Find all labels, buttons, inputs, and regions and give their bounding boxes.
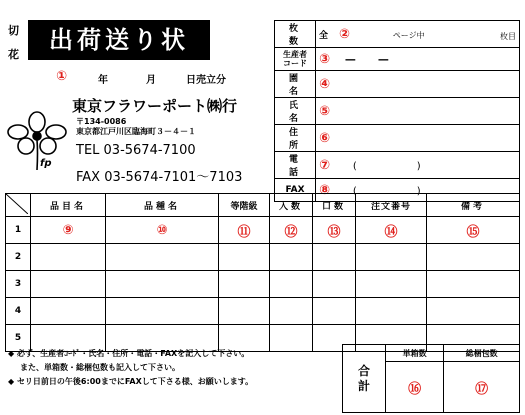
code-field[interactable] xyxy=(316,48,520,71)
name-row xyxy=(275,98,520,125)
day-sale-label: 日売立分 xyxy=(186,75,226,86)
header-item-name: 品目名 xyxy=(31,194,106,217)
header-remarks: 備考 xyxy=(427,194,520,217)
fax-label: FAX xyxy=(275,179,316,202)
code-row xyxy=(275,48,520,71)
marker-14: ⑭ xyxy=(384,224,398,240)
cell-units[interactable] xyxy=(313,244,356,271)
cell-grade[interactable] xyxy=(219,217,270,244)
header-variety: 品種名 xyxy=(106,194,219,217)
company-name: 東京フラワーポート㈱行 xyxy=(72,97,238,115)
row-number: 3 xyxy=(6,271,31,298)
cell-variety[interactable] xyxy=(106,271,219,298)
company-logo xyxy=(4,110,70,172)
items-table xyxy=(5,193,520,352)
header-grade: 等階級 xyxy=(219,194,270,217)
address-field[interactable] xyxy=(316,125,520,152)
header-quantity: 入数 xyxy=(270,194,313,217)
table-row xyxy=(6,217,520,244)
date-marker: ① xyxy=(56,69,68,84)
cell-variety[interactable] xyxy=(106,298,219,325)
phone-label: 電 話 xyxy=(275,152,316,179)
totals-label-top: 合 xyxy=(357,363,370,378)
row-number: 1 xyxy=(6,217,31,244)
form-title: 出荷送り状 xyxy=(28,20,210,60)
union-marker: ④ xyxy=(319,76,331,92)
cell-remarks[interactable] xyxy=(427,271,520,298)
union-field[interactable] xyxy=(316,71,520,98)
flower-label: 花 xyxy=(8,48,19,61)
diagonal-header-cell xyxy=(6,194,31,217)
union-label: 園 名 xyxy=(275,71,316,98)
sheets-field[interactable] xyxy=(316,21,520,48)
cell-grade[interactable] xyxy=(219,298,270,325)
month-label: 月 xyxy=(146,75,156,86)
cell-item-name[interactable] xyxy=(31,271,106,298)
table-row xyxy=(6,244,520,271)
name-marker: ⑤ xyxy=(319,103,331,119)
code-dashes: — — xyxy=(344,53,389,66)
logo-text: fp xyxy=(40,158,52,169)
total-packages-field[interactable] xyxy=(444,362,520,413)
cell-quantity[interactable] xyxy=(270,271,313,298)
header-total-packages: 総梱包数 xyxy=(444,345,520,362)
cell-units[interactable] xyxy=(313,271,356,298)
postal-code: 〒134-0086 xyxy=(76,117,127,126)
cell-quantity[interactable] xyxy=(270,244,313,271)
page-of-label: ページ中 xyxy=(392,30,425,40)
table-row xyxy=(6,271,520,298)
row-number: 5 xyxy=(6,325,31,352)
page-suffix-label: 枚目 xyxy=(500,31,516,41)
marker-9: ⑨ xyxy=(62,222,74,238)
sender-info-table xyxy=(274,20,520,202)
cell-units[interactable] xyxy=(313,298,356,325)
cell-grade[interactable] xyxy=(219,244,270,271)
phone-field[interactable] xyxy=(316,152,520,179)
cell-variety[interactable] xyxy=(106,217,219,244)
marker-11: ⑪ xyxy=(237,224,251,240)
cell-quantity[interactable] xyxy=(270,217,313,244)
code-label-line2: コード xyxy=(283,59,307,68)
fax-parens: ( ) xyxy=(352,186,421,197)
sheets-row xyxy=(275,21,520,48)
cell-remarks[interactable] xyxy=(427,244,520,271)
cell-units[interactable] xyxy=(313,217,356,244)
header-single-box: 単箱数 xyxy=(386,345,444,362)
year-label: 年 xyxy=(98,75,108,86)
cell-item-name[interactable] xyxy=(31,244,106,271)
totals-label xyxy=(343,345,386,413)
cell-order-number[interactable] xyxy=(356,298,427,325)
code-label xyxy=(275,48,316,71)
cell-order-number[interactable] xyxy=(356,244,427,271)
phone-marker: ⑦ xyxy=(319,158,331,173)
cell-order-number[interactable] xyxy=(356,217,427,244)
phone-row xyxy=(275,152,520,179)
header-units: 口数 xyxy=(313,194,356,217)
union-row xyxy=(275,71,520,98)
company-address: 東京都江戸川区臨海町３－４－１ xyxy=(76,127,196,136)
cell-variety[interactable] xyxy=(106,244,219,271)
company-fax: FAX 03-5674-7101～7103 xyxy=(76,170,243,185)
note-line-2: また、単箱数・総梱包数も記入して下さい。 xyxy=(20,363,180,372)
cut-label: 切 xyxy=(8,24,19,37)
cell-grade[interactable] xyxy=(219,271,270,298)
code-label-line1: 生産者 xyxy=(283,50,307,59)
single-box-field[interactable] xyxy=(386,362,444,413)
cell-item-name[interactable] xyxy=(31,298,106,325)
address-row xyxy=(275,125,520,152)
row-number: 4 xyxy=(6,298,31,325)
diagonal-line xyxy=(6,194,28,214)
cell-quantity[interactable] xyxy=(270,298,313,325)
row-number: 2 xyxy=(6,244,31,271)
items-header-row xyxy=(6,194,520,217)
fax-marker: ⑧ xyxy=(319,183,331,198)
note-line-1: ◆ 必ず、生産者ｺｰﾄﾞ・氏名・住所・電話・FAXを記入して下さい。 xyxy=(8,349,250,358)
cell-remarks[interactable] xyxy=(427,217,520,244)
marker-13: ⑬ xyxy=(327,224,341,240)
cell-item-name[interactable] xyxy=(31,217,106,244)
header-order-number: 注文番号 xyxy=(356,194,427,217)
sheets-marker: ② xyxy=(338,26,350,42)
phone-parens: ( ) xyxy=(352,161,421,172)
name-field[interactable] xyxy=(316,98,520,125)
cell-order-number[interactable] xyxy=(356,271,427,298)
sheets-all: 全 xyxy=(319,30,329,41)
marker-17: ⑰ xyxy=(475,381,489,397)
marker-12: ⑫ xyxy=(284,224,298,240)
company-tel: TEL 03-5674-7100 xyxy=(76,143,196,158)
sheets-label: 枚 数 xyxy=(275,21,316,48)
marker-15: ⑮ xyxy=(466,224,480,240)
code-marker: ③ xyxy=(319,52,331,67)
marker-10: ⑩ xyxy=(156,222,168,238)
name-label: 氏 名 xyxy=(275,98,316,125)
totals-table xyxy=(342,344,520,413)
note-line-3: ◆ セリ日前日の午後6:00までにFAXして下さる様、お願いします。 xyxy=(8,377,254,386)
address-label: 住 所 xyxy=(275,125,316,152)
cell-remarks[interactable] xyxy=(427,298,520,325)
notes-block xyxy=(8,347,338,389)
totals-label-bottom: 計 xyxy=(357,378,370,393)
address-marker: ⑥ xyxy=(319,130,331,146)
table-row xyxy=(6,298,520,325)
marker-16: ⑯ xyxy=(408,381,422,397)
